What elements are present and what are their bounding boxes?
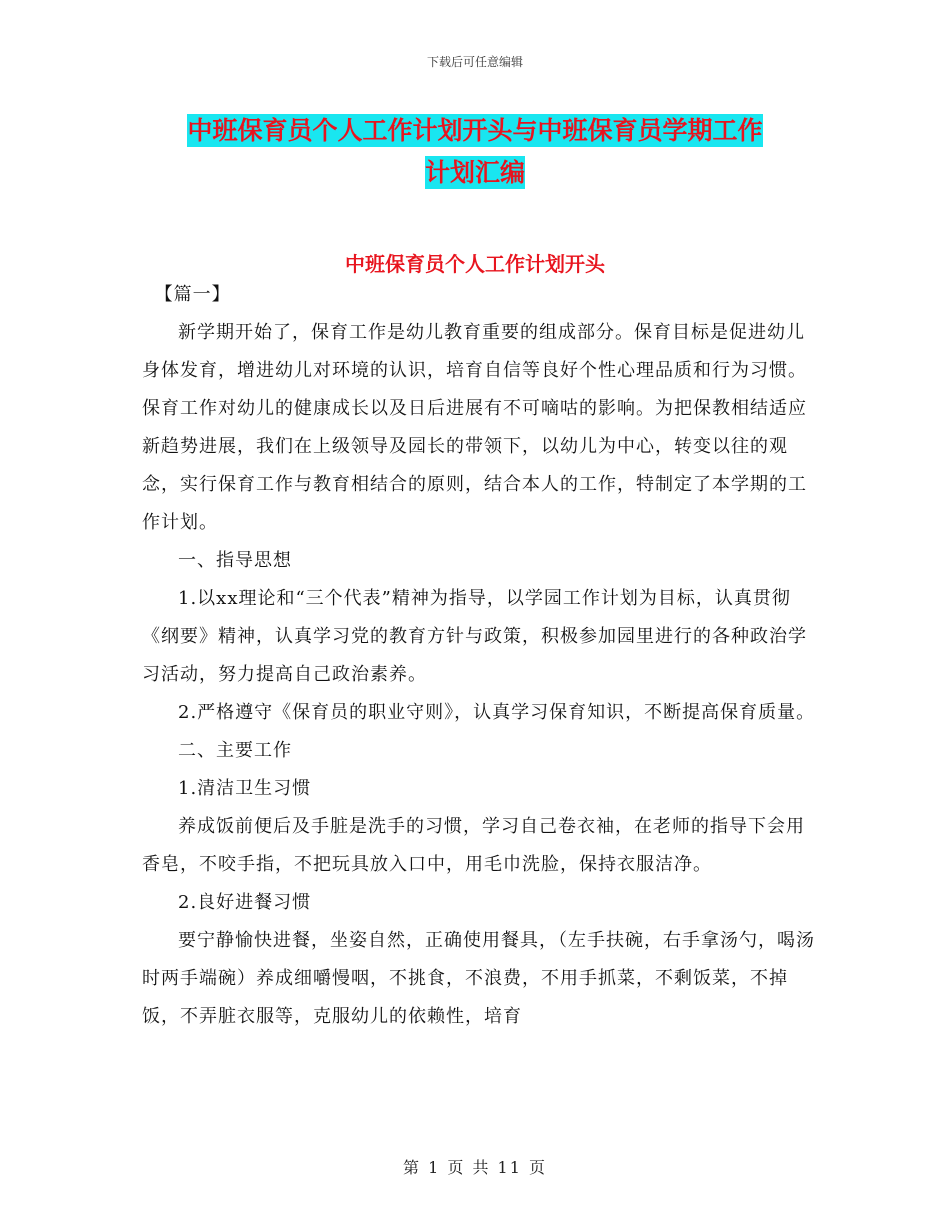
heading-guiding-thought: 一、指导思想 bbox=[178, 550, 292, 571]
title-line-1: 中班保育员个人工作计划开头与中班保育员学期工作 bbox=[187, 116, 763, 145]
page-footer: 第 1 页 共 11 页 bbox=[403, 1158, 547, 1177]
heading-main-work: 二、主要工作 bbox=[178, 740, 292, 761]
subheading-eating: 2.良好进餐习惯 bbox=[178, 892, 312, 913]
subheading-hygiene: 1.清洁卫生习惯 bbox=[178, 778, 312, 799]
paragraph-hygiene: 养成饭前便后及手脏是洗手的习惯，学习自己卷衣袖，在老师的指导下会用香皂，不咬手指，不把玩具放入口中，用毛巾洗脸，保持衣服洁净。 bbox=[142, 816, 805, 875]
paragraph-guiding-1: 1.以xx理论和“三个代表”精神为指导，以学园工作计划为目标，认真贯彻《纲要》精神，认真学习党的教育方针与政策，积极参加园里进行的各种政治学习活动，努力提高自己政治素养。 bbox=[142, 588, 807, 685]
paragraph-guiding-2: 2.严格遵守《保育员的职业守则》，认真学习保育知识，不断提高保育质量。 bbox=[178, 702, 816, 723]
paragraph-eating: 要宁静愉快进餐，坐姿自然，正确使用餐具，（左手扶碗，右手拿汤勺，喝汤时两手端碗）养成细嚼慢咽，不挑食，不浪费，不用手抓菜，不剩饭菜，不掉饭，不弄脏衣服等，克服幼儿的依赖性，培育 bbox=[142, 930, 815, 1027]
page-header-note: 下载后可任意编辑 bbox=[426, 55, 523, 69]
document-title bbox=[0, 110, 950, 194]
document-body bbox=[142, 276, 822, 1036]
paragraph-intro: 新学期开始了，保育工作是幼儿教育重要的组成部分。保育目标是促进幼儿身体发育，增进幼儿对环境的认识，培育自信等良好个性心理品质和行为习惯。保育工作对幼儿的健康成长以及日后进展有不可嘀咕的影响。为把保教相结适应新趋势进展，我们在上级领导及园长的带领下，以幼儿为中心，转变以往的观念，实行保育工作与教育相结合的原则，结合本人的工作，特制定了本学期的工作计划。 bbox=[142, 322, 807, 533]
section-title: 中班保育员个人工作计划开头 bbox=[345, 252, 605, 276]
paragraph-part-label: 【篇一】 bbox=[154, 284, 231, 305]
title-line-2: 计划汇编 bbox=[424, 158, 525, 187]
